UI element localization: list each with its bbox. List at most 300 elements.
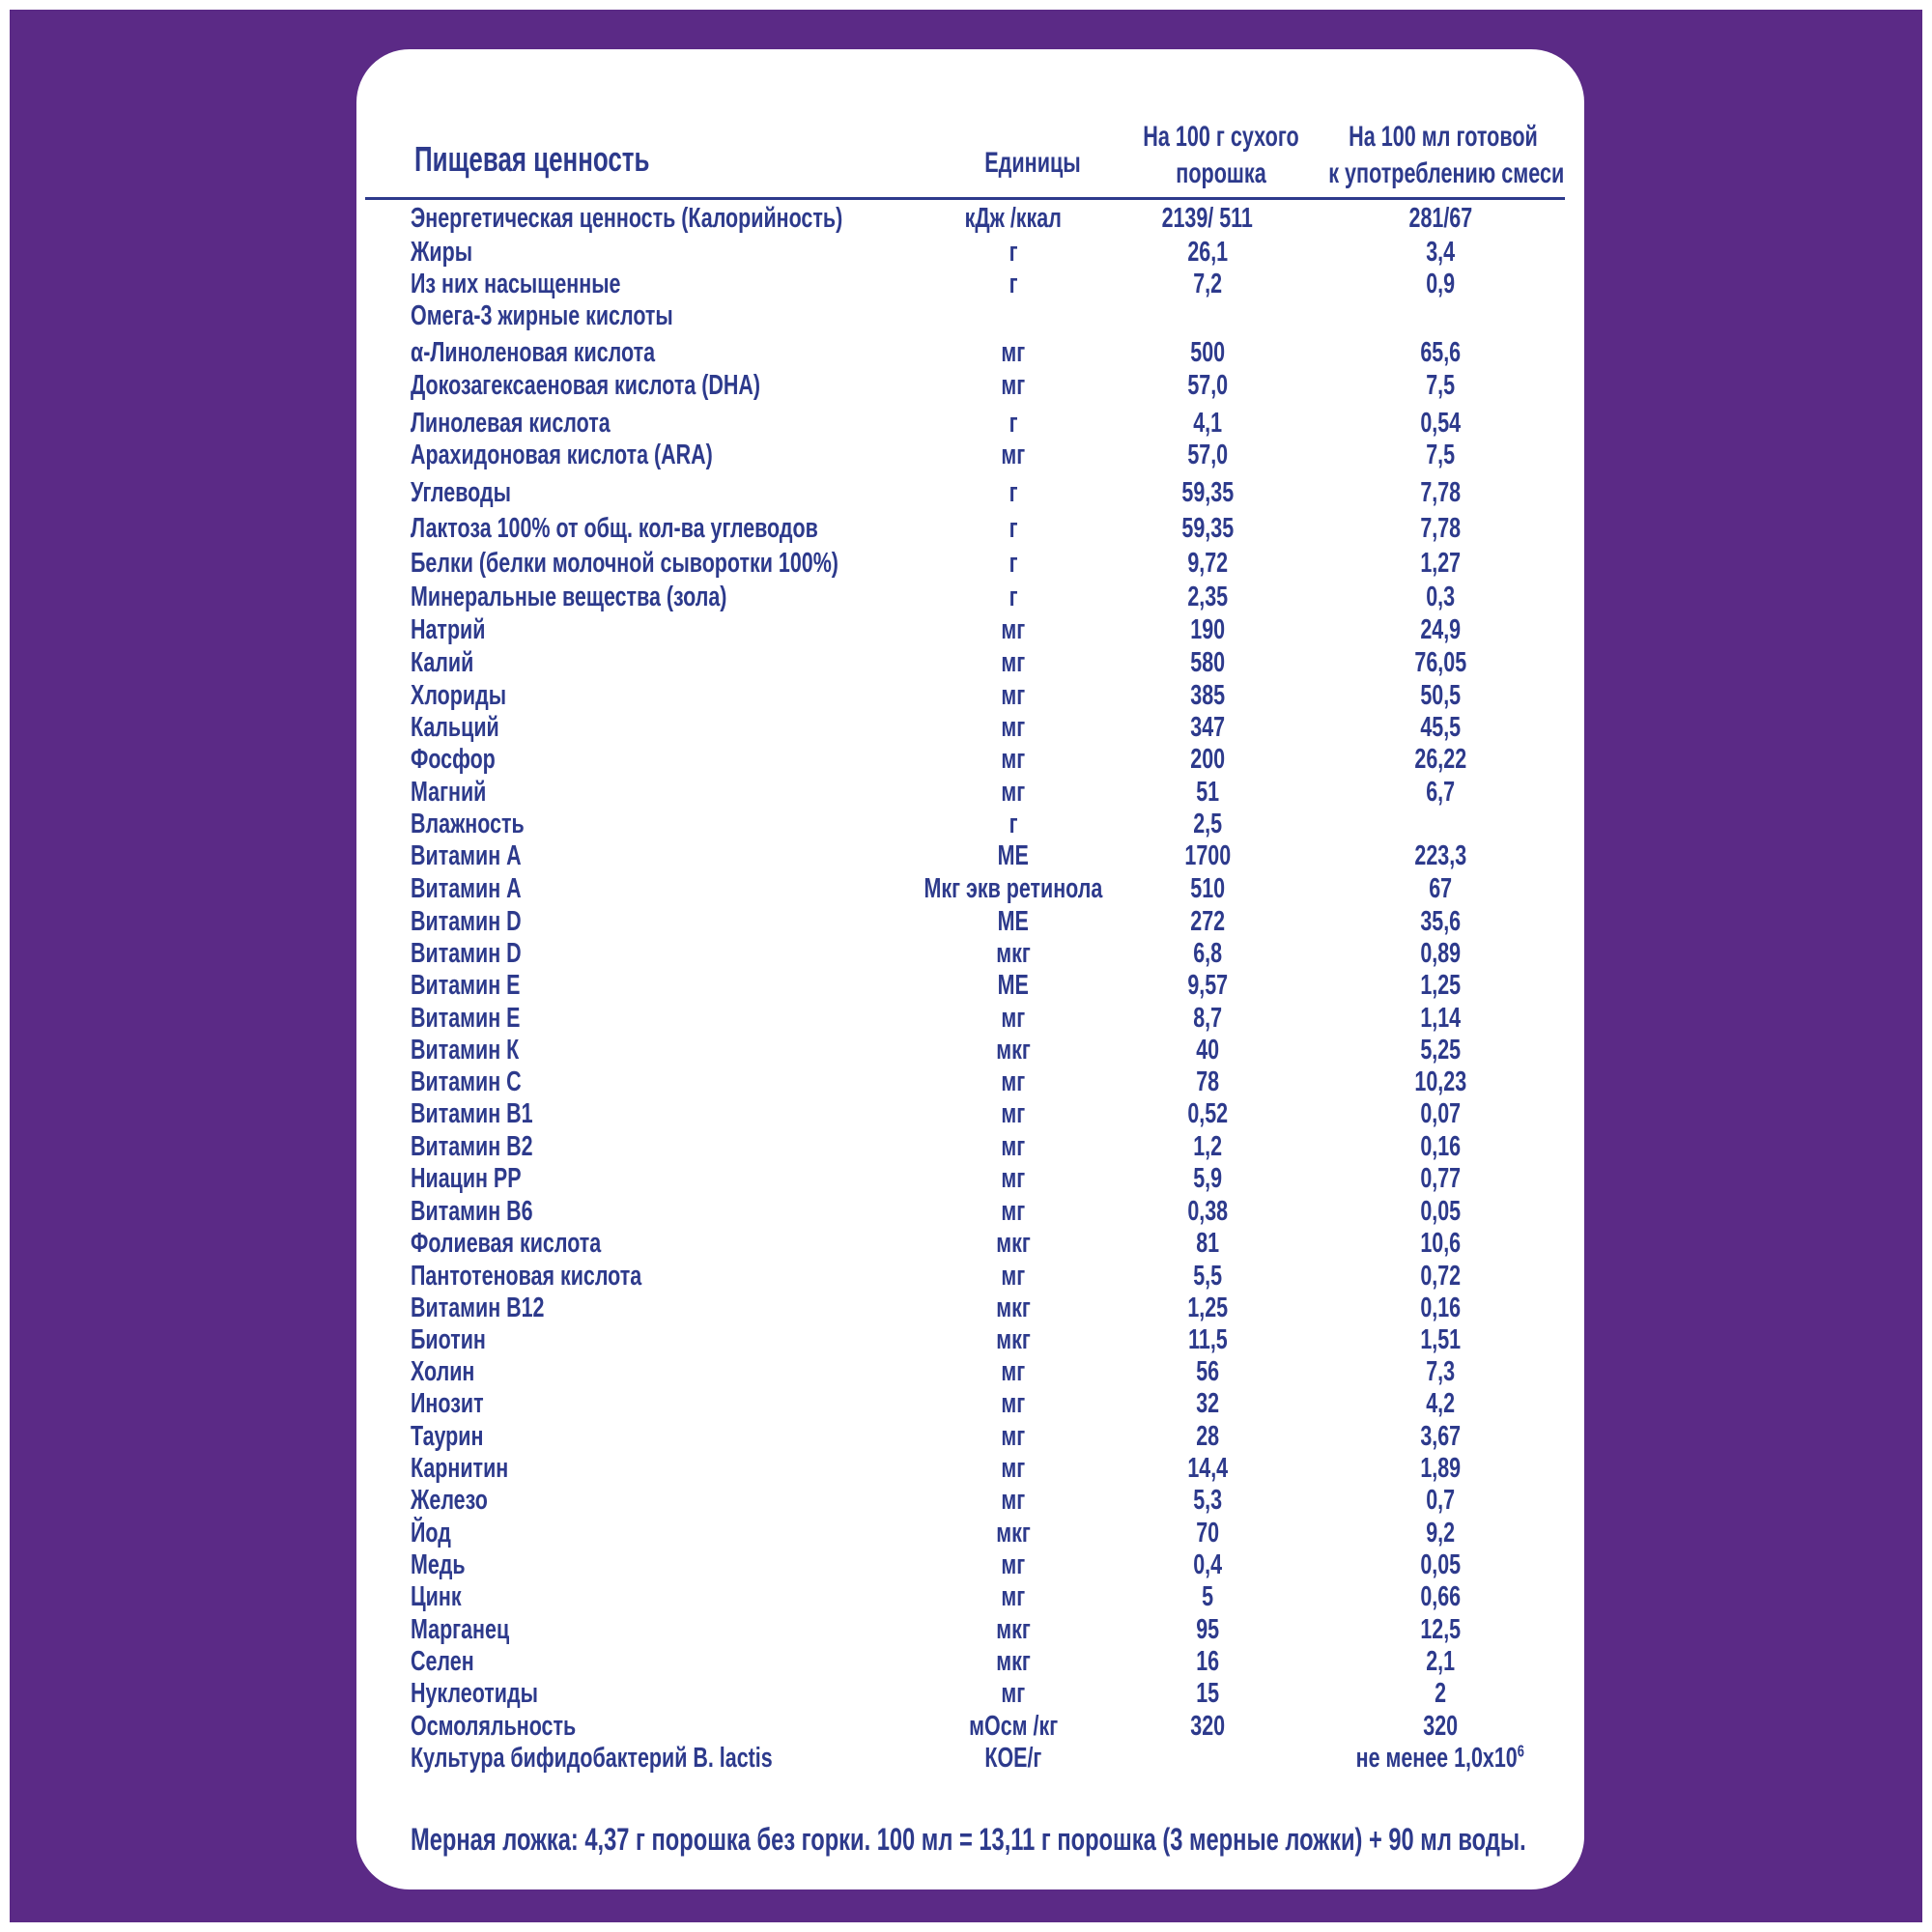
dry-value-cell-value: 57,0 <box>1187 370 1228 401</box>
unit-cell-value: КОЕ/г <box>984 1743 1042 1774</box>
unit-cell-text <box>1002 1677 1026 1710</box>
dry-value-cell-text <box>1190 336 1225 369</box>
nutrient-name: Биотин <box>411 1324 486 1355</box>
table-row <box>356 1420 1584 1453</box>
dry-value-cell-value: 11,5 <box>1187 1324 1228 1355</box>
ready-value-cell-value: 0,07 <box>1420 1098 1461 1129</box>
nutrient-name: Нуклеотиды <box>411 1678 538 1709</box>
ready-value-cell-text <box>1420 679 1461 712</box>
ready-value-cell-text <box>1420 407 1461 440</box>
unit-cell-text <box>998 839 1029 872</box>
nutrient-name: Влажность <box>411 809 525 839</box>
unit-cell-value: мг <box>1001 614 1026 645</box>
dry-value-cell-text <box>1193 268 1222 300</box>
unit-cell-text <box>969 1710 1058 1743</box>
nutrient-name: Культура бифидобактерий B. lactis <box>411 1743 773 1774</box>
dry-value-cell-text <box>1193 1130 1222 1163</box>
dry-value-cell-value: 580 <box>1190 647 1225 678</box>
dry-value-cell-text <box>1193 1484 1222 1517</box>
unit-cell-text <box>1002 776 1026 809</box>
ready-value-cell-value: 1,51 <box>1420 1324 1461 1355</box>
ready-value-cell-text <box>1420 711 1461 744</box>
ready-value-cell-text <box>1414 646 1466 679</box>
nutrient-name: Витамин А <box>411 873 522 904</box>
unit-cell-value: мг <box>1001 1421 1026 1452</box>
unit-cell-value: мг <box>1001 1388 1026 1419</box>
table-row <box>356 839 1584 872</box>
nutrition-card <box>356 49 1584 1889</box>
dry-value-cell-text <box>1190 646 1225 679</box>
unit-cell-text <box>1009 236 1018 269</box>
dry-value-cell-value: 28 <box>1196 1421 1219 1452</box>
nutrient-name: Медь <box>411 1549 466 1580</box>
ready-value-cell-text <box>1426 439 1455 471</box>
ready-value-cell-value: 3,67 <box>1420 1421 1461 1452</box>
table-row <box>356 202 1584 235</box>
dry-value-cell-text <box>1193 407 1222 440</box>
nutrient-name: Омега-3 жирные кислоты <box>411 300 673 331</box>
dry-value-cell-text <box>1187 236 1228 269</box>
unit-cell-value: мкг <box>996 1518 1031 1548</box>
unit-cell-value: мОсм /кг <box>969 1711 1058 1742</box>
table-row <box>356 776 1584 809</box>
nutrient-name: Натрий <box>411 614 486 645</box>
nutrient-name: Марганец <box>411 1614 510 1645</box>
unit-cell-value: мг <box>1001 1261 1026 1292</box>
nutrient-name: Минеральные вещества (зола) <box>411 582 727 612</box>
unit-cell-value: мкг <box>996 1646 1031 1677</box>
dry-value-cell-value: 5,3 <box>1193 1485 1222 1516</box>
table-row <box>356 711 1584 744</box>
ready-value-cell-value: 2,1 <box>1426 1646 1455 1677</box>
table-row <box>356 1677 1584 1710</box>
dry-value-cell-text <box>1196 1420 1219 1453</box>
table-row <box>356 743 1584 776</box>
nutrient-name: Жиры <box>411 237 473 268</box>
dry-value-cell-value: 7,2 <box>1193 269 1222 299</box>
dry-value-cell-value: 2139/ 511 <box>1161 203 1254 234</box>
ready-value-cell-value: 65,6 <box>1420 337 1461 368</box>
ready-value-cell-value: 7,3 <box>1426 1356 1455 1387</box>
dry-value-cell-value: 32 <box>1196 1388 1219 1419</box>
dry-value-cell-value: 4,1 <box>1193 408 1222 439</box>
table-row <box>356 969 1584 1002</box>
dry-value-cell-text <box>1187 547 1228 580</box>
unit-cell-text <box>996 1645 1031 1678</box>
unit-cell-value: мг <box>1001 1485 1026 1516</box>
exponent: 6 <box>1517 1741 1525 1761</box>
table-row <box>356 581 1584 613</box>
ready-value-cell-text <box>1420 905 1461 938</box>
ready-value-cell-value: 320 <box>1423 1711 1458 1742</box>
dry-value-cell-text <box>1193 1002 1222 1035</box>
dry-header-line2: порошка <box>1176 157 1266 189</box>
unit-cell-text <box>996 1517 1031 1549</box>
ready-value-cell-value: 7,78 <box>1420 513 1461 544</box>
dry-value-cell-text <box>1162 202 1253 235</box>
ready-value-cell-value: 6,7 <box>1426 777 1455 808</box>
nutrient-name: Витамин В1 <box>411 1098 533 1129</box>
unit-cell-text <box>1002 1580 1026 1613</box>
ready-value-cell-text <box>1420 1613 1461 1646</box>
unit-cell-value: мг <box>1001 744 1026 775</box>
table-row <box>356 1355 1584 1388</box>
dry-value-cell-text <box>1196 1355 1219 1388</box>
unit-cell-text <box>996 1323 1031 1356</box>
ready-value-cell-text <box>1420 1323 1461 1356</box>
ready-value-cell-text <box>1420 1420 1461 1453</box>
ready-value-cell-value: не менее 1,0х10 <box>1355 1743 1518 1774</box>
ready-header-line1: На 100 мл готовой <box>1349 121 1538 153</box>
unit-cell-value: мг <box>1001 712 1026 743</box>
ready-value-cell-text <box>1426 1484 1455 1517</box>
ready-value-cell-value: 1,14 <box>1420 1003 1461 1034</box>
unit-cell-value: г <box>1009 513 1018 544</box>
unit-cell-value: мг <box>1001 1098 1026 1129</box>
ready-value-cell-text <box>1356 1742 1524 1775</box>
unit-cell-text <box>996 1227 1031 1260</box>
ready-value-cell-text <box>1420 613 1461 646</box>
dry-value-cell-value: 16 <box>1196 1646 1219 1677</box>
dry-value-cell-text <box>1187 581 1228 613</box>
unit-cell-text <box>1009 268 1018 300</box>
table-row <box>356 1548 1584 1581</box>
dry-value-cell-value: 9,72 <box>1187 548 1228 579</box>
dry-value-cell-value: 0,4 <box>1193 1549 1222 1580</box>
table-row <box>356 1452 1584 1485</box>
nutrient-name: Селен <box>411 1646 474 1677</box>
ready-value-cell-value: 10,23 <box>1414 1066 1466 1097</box>
ready-value-cell-text <box>1426 268 1455 300</box>
ready-value-cell-value: 1,89 <box>1420 1453 1461 1484</box>
ready-value-cell-value: 0,89 <box>1420 938 1461 969</box>
ready-value-cell-value: 0,54 <box>1420 408 1461 439</box>
dry-value-cell-value: 59,35 <box>1181 513 1234 544</box>
table-row <box>356 613 1584 646</box>
nutrient-name: Витамин D <box>411 938 522 969</box>
unit-cell-text <box>1009 512 1018 545</box>
nutrient-name: Витамин А <box>411 840 522 871</box>
unit-cell-value: мг <box>1001 440 1026 470</box>
table-row <box>356 1742 1584 1775</box>
unit-cell-text <box>1002 1097 1026 1130</box>
dry-value-cell-text <box>1193 1260 1222 1293</box>
unit-cell-value: г <box>1009 809 1018 839</box>
ready-value-cell-text <box>1420 512 1461 545</box>
measuring-spoon-note: Мерная ложка: 4,37 г порошка без горки. 100 мл = 13,11 г порошка (3 мерные ложки) + 90 мл воды. <box>411 1822 1526 1857</box>
unit-cell-text <box>1009 808 1018 840</box>
unit-cell-value: мг <box>1001 1453 1026 1484</box>
ready-value-cell-text <box>1414 1065 1466 1098</box>
dry-value-cell-value: 57,0 <box>1187 440 1228 470</box>
dry-value-cell-text <box>1196 1387 1219 1420</box>
nutrient-name: Фолиевая кислота <box>411 1228 602 1259</box>
table-row <box>356 872 1584 905</box>
table-row <box>356 512 1584 545</box>
unit-cell-text <box>1002 1355 1026 1388</box>
unit-cell-text <box>1002 369 1026 402</box>
ready-value-cell-text <box>1420 1034 1461 1066</box>
nutrient-name: Витамин D <box>411 906 522 937</box>
nutrient-name: Витамин К <box>411 1035 520 1065</box>
unit-cell-text <box>1002 1002 1026 1035</box>
dry-header-line1: На 100 г сухого <box>1143 121 1299 153</box>
dry-value-cell-value: 500 <box>1190 337 1225 368</box>
ready-value-cell-value: 281/67 <box>1408 203 1472 234</box>
unit-cell-value: мг <box>1001 1003 1026 1034</box>
unit-cell-text <box>1009 407 1018 440</box>
nutrient-name: Из них насыщенные <box>411 269 621 299</box>
unit-cell-value: г <box>1009 269 1018 299</box>
dry-value-cell-value: 510 <box>1190 873 1225 904</box>
unit-cell-value: мг <box>1001 337 1026 368</box>
ready-value-cell-text <box>1435 1677 1446 1710</box>
unit-cell-text <box>1002 439 1026 471</box>
dry-value-cell-value: 5,5 <box>1193 1261 1222 1292</box>
nutrient-name: Белки (белки молочной сыворотки 100%) <box>411 548 838 579</box>
ready-value-cell-text <box>1420 1195 1461 1228</box>
unit-cell-text <box>1009 476 1018 509</box>
nutrient-name: Таурин <box>411 1421 484 1452</box>
ready-value-cell-value: 7,5 <box>1426 440 1455 470</box>
ready-value-cell-value: 3,4 <box>1426 237 1455 268</box>
dry-value-cell-text <box>1190 711 1225 744</box>
ready-value-cell-value: 0,72 <box>1420 1261 1461 1292</box>
unit-cell-value: мкг <box>996 1293 1031 1323</box>
unit-cell-value: мг <box>1001 680 1026 711</box>
table-row <box>356 646 1584 679</box>
ready-value-cell-text <box>1420 336 1461 369</box>
purple-frame <box>10 10 1922 1922</box>
ready-value-cell-text <box>1426 581 1455 613</box>
unit-cell-value: мкг <box>996 1614 1031 1645</box>
ready-value-cell-text <box>1420 1452 1461 1485</box>
ready-value-cell-text <box>1420 1260 1461 1293</box>
dry-value-cell-text <box>1196 1645 1219 1678</box>
dry-value-cell-text <box>1196 1065 1219 1098</box>
dry-value-cell-text <box>1181 512 1234 545</box>
ready-value-cell-text <box>1426 1355 1455 1388</box>
dry-value-cell-text <box>1181 476 1234 509</box>
table-row <box>356 1002 1584 1035</box>
dry-value-cell-text <box>1196 1677 1219 1710</box>
dry-value-cell-value: 347 <box>1190 712 1225 743</box>
unit-cell-text <box>1009 581 1018 613</box>
nutrient-name: Арахидоновая кислота (ARA) <box>411 440 713 470</box>
table-row <box>356 1484 1584 1517</box>
unit-cell-value: мкг <box>996 1035 1031 1065</box>
unit-cell-text <box>996 1034 1031 1066</box>
unit-cell-value: МЕ <box>997 970 1030 1001</box>
nutrient-name: Карнитин <box>411 1453 509 1484</box>
ready-value-cell-text <box>1420 1097 1461 1130</box>
dry-value-cell-value: 1700 <box>1184 840 1231 871</box>
dry-value-cell-text <box>1196 1227 1219 1260</box>
dry-value-cell-value: 385 <box>1190 680 1225 711</box>
ready-value-cell-text <box>1420 1548 1461 1581</box>
ready-value-cell-value: 35,6 <box>1420 906 1461 937</box>
dry-value-cell-text <box>1187 1292 1228 1324</box>
nutrient-name: Инозит <box>411 1388 484 1419</box>
table-row <box>356 1710 1584 1743</box>
dry-value-cell-text <box>1190 613 1225 646</box>
unit-cell-text <box>1002 613 1026 646</box>
unit-cell-text <box>1002 646 1026 679</box>
ready-value-cell-value: 45,5 <box>1420 712 1461 743</box>
dry-value-cell-value: 2,35 <box>1187 582 1228 612</box>
ready-value-cell-value: 7,78 <box>1420 477 1461 508</box>
unit-cell-text <box>1002 1387 1026 1420</box>
ready-header-line2: к употреблению смеси <box>1328 157 1565 189</box>
table-row <box>356 369 1584 402</box>
dry-value-cell-value: 59,35 <box>1181 477 1234 508</box>
unit-cell-text <box>996 1613 1031 1646</box>
ready-value-cell-value: 0,05 <box>1420 1549 1461 1580</box>
header-divider <box>365 197 1565 200</box>
nutrient-name: Кальций <box>411 712 499 743</box>
ready-value-cell-text <box>1420 1130 1461 1163</box>
ready-value-cell-value: 1,25 <box>1420 970 1461 1001</box>
unit-cell-value: мкг <box>996 1228 1031 1259</box>
table-row <box>356 808 1584 840</box>
table-row <box>356 268 1584 300</box>
dry-value-cell-value: 70 <box>1196 1518 1219 1548</box>
unit-cell-text <box>1002 1452 1026 1485</box>
unit-cell-text <box>1002 1130 1026 1163</box>
ready-value-cell-value: 0,77 <box>1420 1163 1461 1194</box>
table-row <box>356 1097 1584 1130</box>
dry-value-cell-text <box>1187 1097 1228 1130</box>
ready-value-cell-value: 1,27 <box>1420 548 1461 579</box>
table-row <box>356 679 1584 712</box>
unit-cell-text <box>996 1292 1031 1324</box>
nutrient-name: Йод <box>411 1518 451 1548</box>
unit-cell-text <box>965 202 1062 235</box>
unit-cell-text <box>924 872 1103 905</box>
nutrient-name: Холин <box>411 1356 475 1387</box>
table-row <box>356 1323 1584 1356</box>
ready-value-cell-text <box>1420 969 1461 1002</box>
unit-cell-value: мг <box>1001 647 1026 678</box>
table-row <box>356 1195 1584 1228</box>
dry-value-cell-value: 8,7 <box>1193 1003 1222 1034</box>
nutrient-name: Ниацин РР <box>411 1163 522 1194</box>
table-row <box>356 547 1584 580</box>
dry-value-cell-value: 5 <box>1202 1581 1213 1612</box>
unit-cell-value: МЕ <box>997 906 1030 937</box>
ready-value-cell-text <box>1414 839 1466 872</box>
dry-value-cell-value: 200 <box>1190 744 1225 775</box>
ready-value-cell-text <box>1423 1710 1458 1743</box>
unit-cell-text <box>1002 1260 1026 1293</box>
unit-cell-value: г <box>1009 477 1018 508</box>
table-row <box>356 1645 1584 1678</box>
unit-cell-value: г <box>1009 408 1018 439</box>
unit-cell-value: мг <box>1001 1356 1026 1387</box>
table-title: Пищевая ценность <box>414 139 650 179</box>
ready-value-cell-text <box>1426 1387 1455 1420</box>
ready-value-cell-text <box>1420 1292 1461 1324</box>
nutrient-name: Энергетическая ценность (Калорийность) <box>411 203 843 234</box>
dry-value-cell-value: 78 <box>1196 1066 1219 1097</box>
dry-value-cell-value: 2,5 <box>1193 809 1222 839</box>
nutrient-name: Фосфор <box>411 744 496 775</box>
dry-value-cell-text <box>1187 439 1228 471</box>
unit-cell-value: г <box>1009 237 1018 268</box>
unit-cell-text <box>998 969 1029 1002</box>
ready-value-cell-text <box>1414 743 1466 776</box>
table-row <box>356 1162 1584 1195</box>
unit-cell-value: Мкг экв ретинола <box>923 873 1103 904</box>
ready-value-cell-text <box>1426 369 1455 402</box>
table-row <box>356 905 1584 938</box>
unit-cell-text <box>1002 679 1026 712</box>
unit-cell-value: мг <box>1001 1581 1026 1612</box>
ready-value-cell-text <box>1426 1517 1455 1549</box>
ready-value-cell-text <box>1426 1645 1455 1678</box>
dry-value-cell-text <box>1187 369 1228 402</box>
table-row <box>356 1130 1584 1163</box>
dry-value-cell-text <box>1193 808 1222 840</box>
dry-value-cell-value: 320 <box>1190 1711 1225 1742</box>
dry-value-cell-text <box>1196 1517 1219 1549</box>
ready-value-cell-value: 0,16 <box>1420 1293 1461 1323</box>
dry-value-cell-value: 95 <box>1196 1614 1219 1645</box>
nutrient-name: Витамин В2 <box>411 1131 533 1162</box>
table-row <box>356 476 1584 509</box>
unit-cell-text <box>1002 711 1026 744</box>
unit-cell-text <box>1002 1484 1026 1517</box>
ready-value-cell-value: 0,7 <box>1426 1485 1455 1516</box>
dry-value-cell-value: 1,25 <box>1187 1293 1228 1323</box>
table-row <box>356 299 1584 332</box>
unit-cell-text <box>1009 547 1018 580</box>
unit-cell-value: мг <box>1001 1131 1026 1162</box>
dry-value-cell-value: 9,57 <box>1187 970 1228 1001</box>
unit-cell-text <box>1002 336 1026 369</box>
ready-value-cell-text <box>1420 1580 1461 1613</box>
dry-value-cell-value: 40 <box>1196 1035 1219 1065</box>
nutrient-name: Витамин С <box>411 1066 522 1097</box>
nutrient-name: Цинк <box>411 1581 462 1612</box>
table-row <box>356 1065 1584 1098</box>
unit-cell-text <box>1002 1548 1026 1581</box>
dry-value-cell-text <box>1190 905 1225 938</box>
nutrient-name: Витамин Е <box>411 970 521 1001</box>
unit-cell-text <box>1002 1195 1026 1228</box>
dry-value-cell-text <box>1196 1034 1219 1066</box>
dry-value-cell-value: 0,52 <box>1187 1098 1228 1129</box>
ready-value-cell-value: 5,25 <box>1420 1035 1461 1065</box>
unit-cell-value: мкг <box>996 1324 1031 1355</box>
unit-cell-value: мг <box>1001 370 1026 401</box>
table-row <box>356 1517 1584 1549</box>
dry-value-cell-value: 0,38 <box>1187 1196 1228 1227</box>
unit-cell-text <box>998 905 1029 938</box>
unit-cell-text <box>984 1742 1041 1775</box>
dry-value-cell-value: 15 <box>1196 1678 1219 1709</box>
ready-value-cell-text <box>1420 476 1461 509</box>
ready-value-cell-value: 50,5 <box>1420 680 1461 711</box>
units-column-header: Единицы <box>984 147 1081 179</box>
nutrient-name: Углеводы <box>411 477 511 508</box>
unit-cell-value: г <box>1009 582 1018 612</box>
unit-cell-value: мг <box>1001 777 1026 808</box>
ready-value-cell-value: 12,5 <box>1420 1614 1461 1645</box>
dry-value-cell-text <box>1196 1613 1219 1646</box>
ready-value-cell-text <box>1426 776 1455 809</box>
unit-cell-text <box>1002 1420 1026 1453</box>
